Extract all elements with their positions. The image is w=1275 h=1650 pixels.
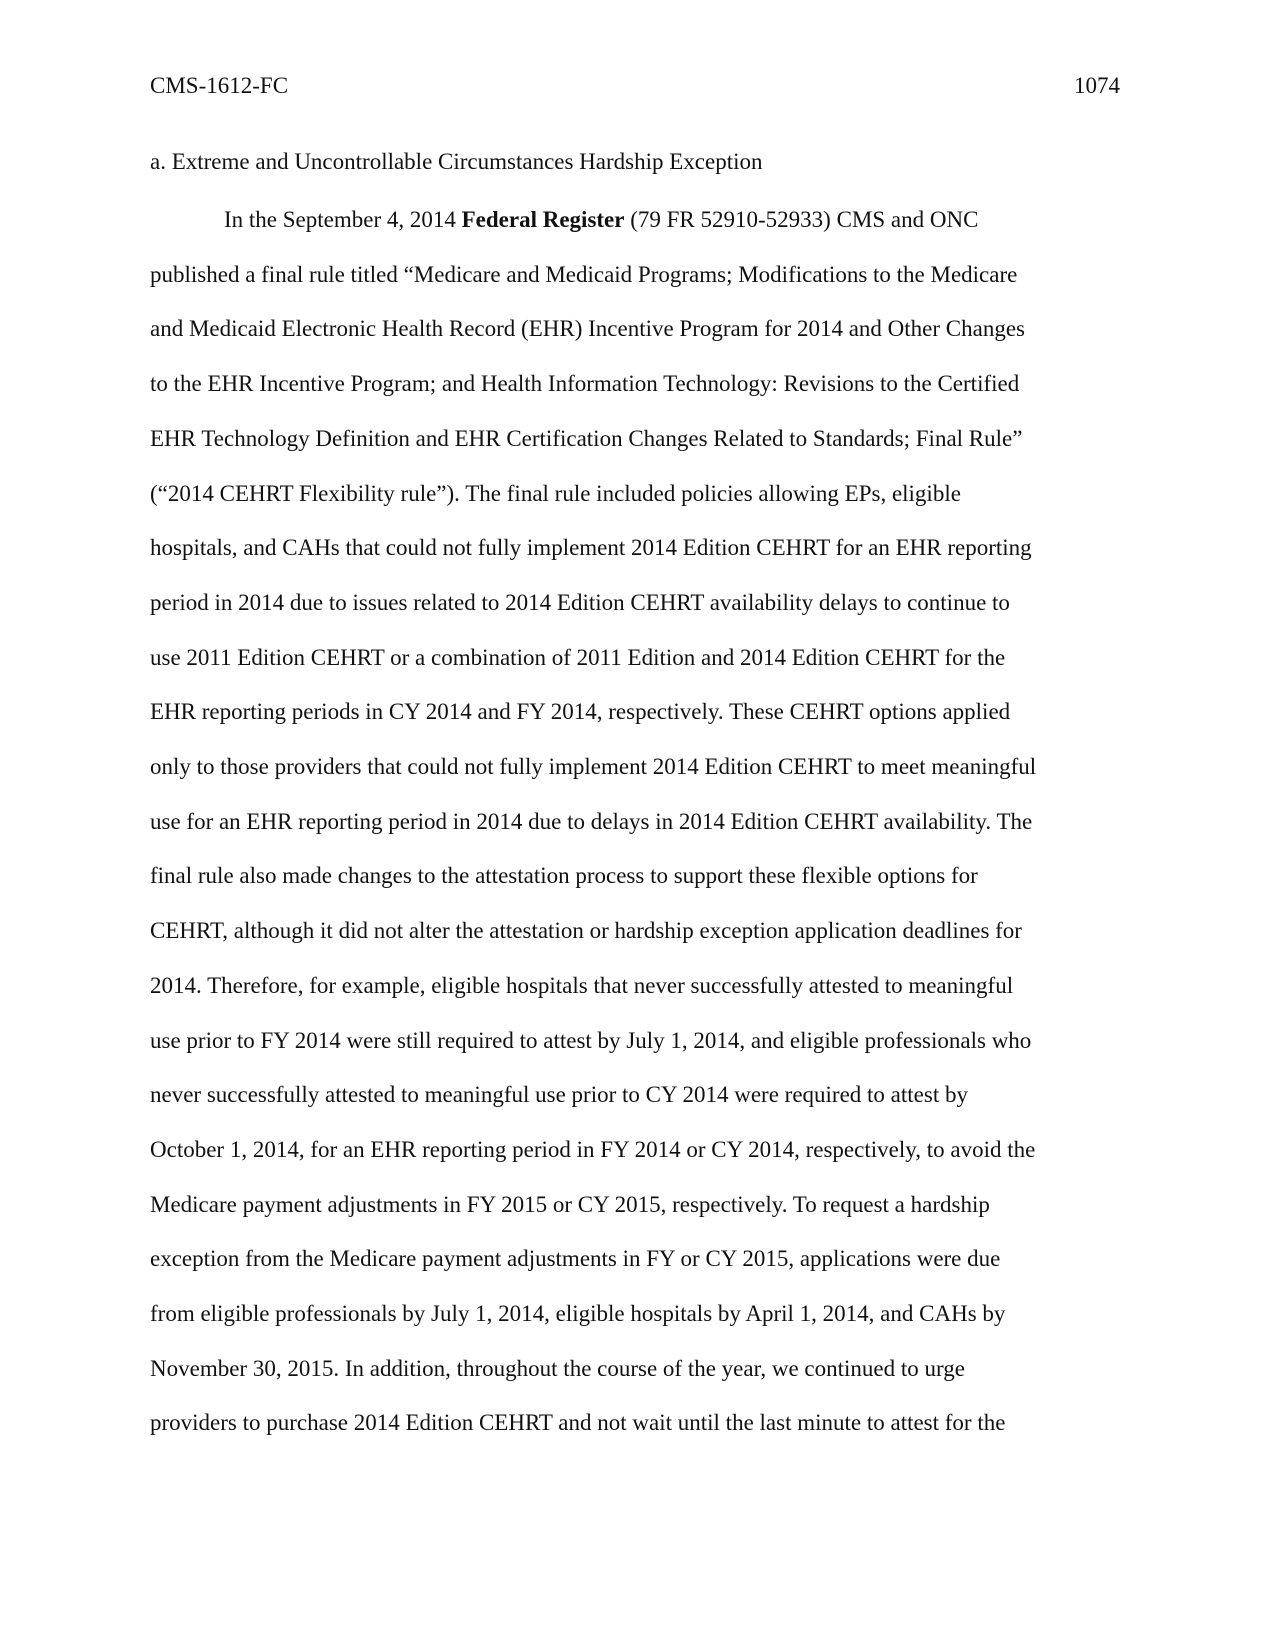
- federal-register-emphasis: Federal Register: [461, 207, 625, 232]
- body-line: November 30, 2015. In addition, throughout the course of the year, we continued to urge: [150, 1355, 965, 1381]
- body-line: EHR reporting periods in CY 2014 and FY 2014, respectively. These CEHRT options applied: [150, 699, 1011, 725]
- body-line: 2014. Therefore, for example, eligible hospitals that never successfully attested to meaningful: [150, 972, 1014, 998]
- first-line-tail: (79 FR 52910-52933) CMS and ONC: [624, 207, 979, 232]
- body-line: use 2011 Edition CEHRT or a combination of 2011 Edition and 2014 Edition CEHRT for the: [150, 644, 1006, 670]
- body-line: period in 2014 due to issues related to 2014 Edition CEHRT availability delays to continue to: [150, 589, 1010, 615]
- body-line: and Medicaid Electronic Health Record (EHR) Incentive Program for 2014 and Other Changes: [150, 316, 1025, 342]
- body-line: CEHRT, although it did not alter the attestation or hardship exception application deadlines for: [150, 918, 1022, 944]
- body-line: (“2014 CEHRT Flexibility rule”). The final rule included policies allowing EPs, eligible: [150, 480, 961, 506]
- body-line: October 1, 2014, for an EHR reporting period in FY 2014 or CY 2014, respectively, to avoid the: [150, 1136, 1036, 1162]
- body-line: EHR Technology Definition and EHR Certification Changes Related to Standards; Final Rule”: [150, 425, 1023, 451]
- first-line-lead: In the September 4, 2014: [224, 207, 462, 232]
- page-number: 1074: [1074, 73, 1120, 98]
- body-line: published a final rule titled “Medicare and Medicaid Programs; Modifications to the Medicare: [150, 261, 1018, 287]
- body-line: hospitals, and CAHs that could not fully implement 2014 Edition CEHRT for an EHR reporting: [150, 535, 1032, 561]
- body-line: exception from the Medicare payment adjustments in FY or CY 2015, applications were due: [150, 1246, 1001, 1272]
- body-line: to the EHR Incentive Program; and Health Information Technology: Revisions to the Certified: [150, 371, 1020, 397]
- body-line: from eligible professionals by July 1, 2014, eligible hospitals by April 1, 2014, and CAHs by: [150, 1301, 1006, 1326]
- body-line: only to those providers that could not fully implement 2014 Edition CEHRT to meet meaningful: [150, 754, 1037, 779]
- body-line: providers to purchase 2014 Edition CEHRT and not wait until the last minute to attest for the: [150, 1410, 1006, 1436]
- paragraph-first-line: [224, 208, 978, 231]
- body-line: Medicare payment adjustments in FY 2015 or CY 2015, respectively. To request a hardship: [150, 1191, 990, 1217]
- section-heading: a. Extreme and Uncontrollable Circumstances Hardship Exception: [150, 149, 763, 174]
- document-id: CMS-1612-FC: [150, 73, 289, 98]
- body-line: use for an EHR reporting period in 2014 due to delays in 2014 Edition CEHRT availability. The: [150, 808, 1033, 834]
- body-line: use prior to FY 2014 were still required to attest by July 1, 2014, and eligible professionals who: [150, 1027, 1032, 1053]
- body-line: never successfully attested to meaningful use prior to CY 2014 were required to attest by: [150, 1082, 968, 1108]
- body-line: final rule also made changes to the attestation process to support these flexible options for: [150, 863, 978, 889]
